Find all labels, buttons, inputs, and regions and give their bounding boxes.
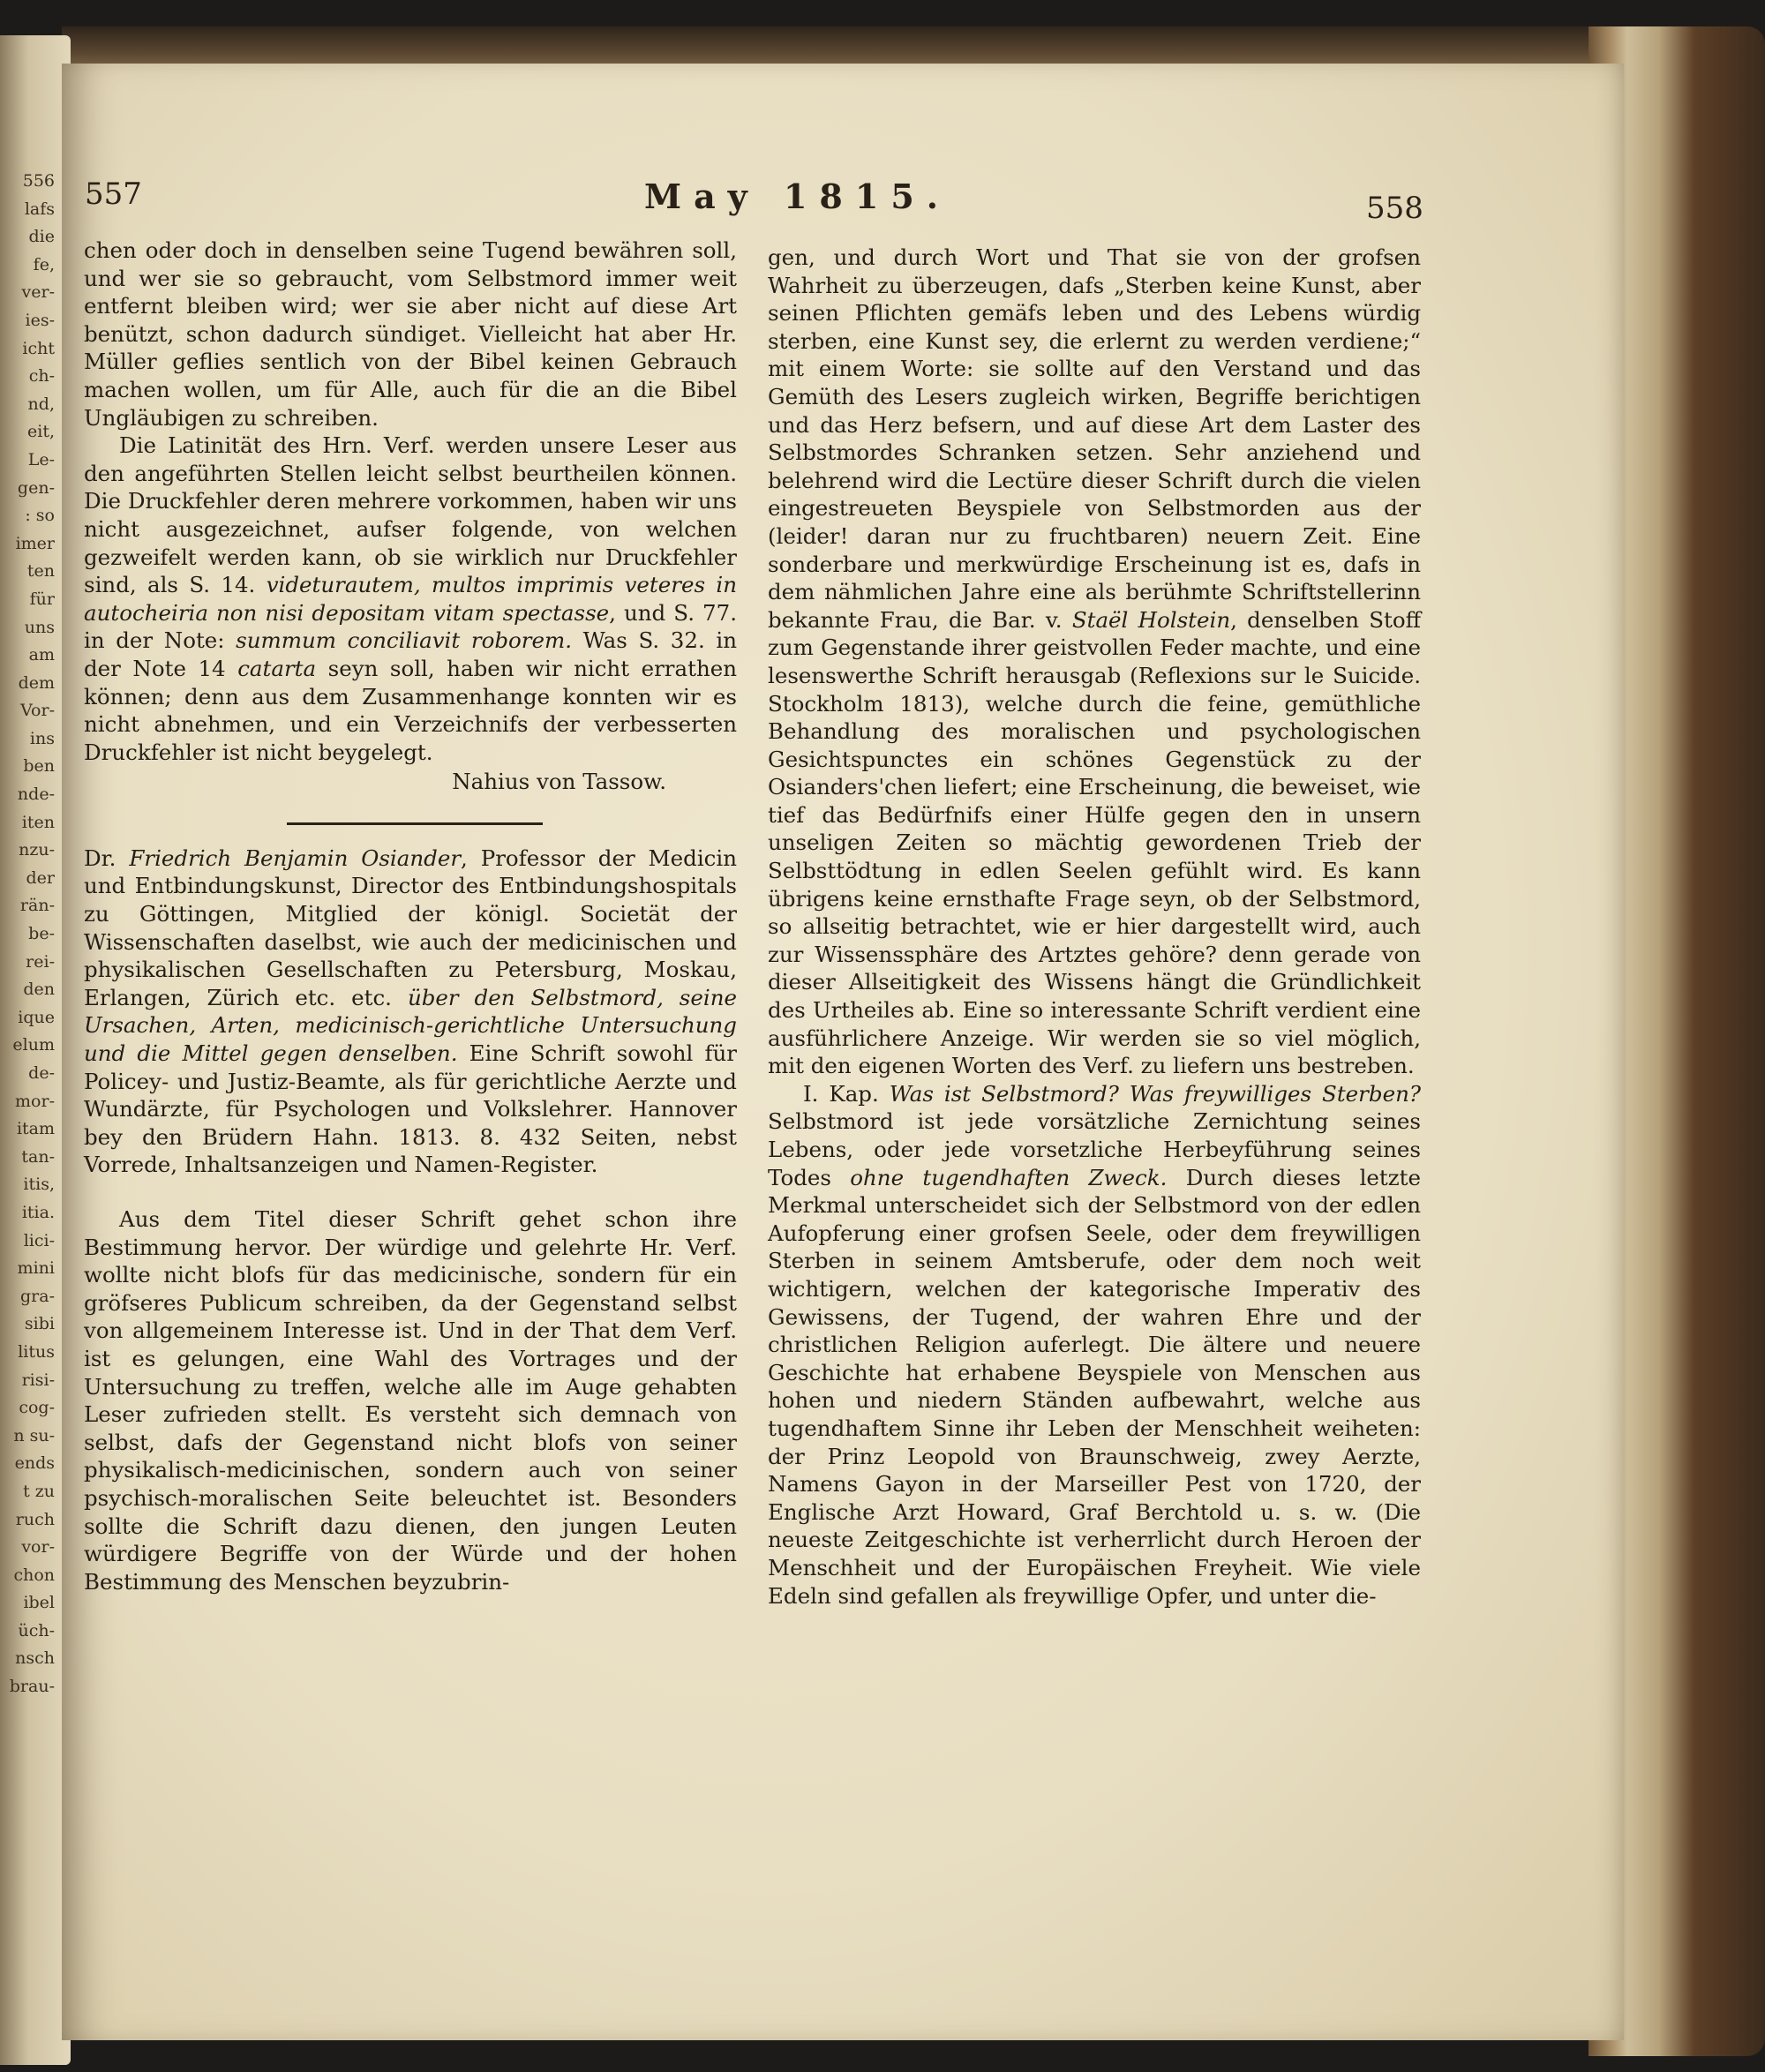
review-signature: Nahius von Tassow.: [452, 769, 666, 795]
margin-fragment: nzu-: [19, 840, 55, 860]
page-number-left: 557: [85, 176, 142, 212]
margin-fragment: ch-: [28, 366, 55, 387]
margin-fragment: itam: [16, 1119, 55, 1139]
bibliographic-entry: Dr. Friedrich Benjamin Osiander, Professor der Medicin und Entbindungskunst, Director des Entbindungshospitals zu Göttingen, Mitglied der königl. Societät der Wissenschaften daselbst, wie auch der medicinischen und physikalischen Gesellschaften zu Petersburg, Moskau, Erlangen, Zürich etc. etc. über den Selbstmord, seine Ursachen, Arten, medicinisch-gerichtliche Untersuchung und die Mittel gegen denselben. Eine Schrift sowohl für Policey- und Justiz-Beamte, als für gerichtliche Aerzte und Wundärzte, für Psychologen und Volkslehrer. Hannover bey den Brüdern Hahn. 1813. 8. 432 Seiten, nebst Vorrede, Inhaltsanzeigen und Namen-Register.: [84, 845, 737, 1178]
margin-fragment: eit,: [27, 422, 55, 442]
margin-fragment: rän-: [19, 896, 55, 916]
margin-fragment: de-: [28, 1063, 55, 1083]
right-column: [768, 244, 1421, 1610]
margin-fragment: mini: [17, 1258, 55, 1279]
margin-fragment: der: [26, 867, 55, 888]
margin-fragment: icht: [22, 338, 55, 358]
margin-fragment: : so: [25, 506, 55, 526]
margin-fragment: t zu: [23, 1481, 55, 1501]
page-number-right: 558: [1366, 191, 1423, 226]
left-column: [84, 236, 737, 1595]
margin-fragment: ique: [18, 1007, 55, 1027]
margin-fragment: ibel: [23, 1593, 55, 1613]
margin-fragment: nsch: [15, 1648, 55, 1669]
section-divider: [287, 822, 543, 825]
margin-fragment: cog-: [19, 1398, 55, 1418]
margin-fragment: imer: [15, 533, 55, 553]
margin-fragment: nde-: [17, 785, 55, 805]
margin-fragment: dem: [18, 672, 55, 693]
margin-fragment: Le-: [27, 449, 55, 469]
margin-fragment: uns: [24, 617, 55, 637]
margin-fragment: fe,: [33, 254, 55, 274]
margin-fragment: ins: [29, 728, 55, 748]
margin-fragment: tan-: [21, 1146, 55, 1167]
margin-fragment: itis,: [23, 1175, 55, 1195]
paragraph: Aus dem Titel dieser Schrift gehet schon ihre Bestimmung hervor. Der würdige und gelehrte Hr. Verf. wollte nicht blofs für das medicinische, sondern für ein gröfseres Publicum schreiben, da der Gegenstand selbst von allgemeinem Interesse ist. Und in der That dem Verf. ist es gelungen, eine Wahl des Vortrages und der Untersuchung zu treffen, welche alle im Auge gehabten Leser zufrieden stellt. Es versteht sich demnach von selbst, dafs der Gegenstand nicht blofs von seiner physikalisch-medicinischen, sondern auch von seiner psychisch-moralischen Seite beleuchtet ist. Besonders sollte die Schrift dazu dienen, den jungen Leuten würdigere Begriffe von der Würde und der hohen Bestimmung des Menschen beyzubrin-: [84, 1206, 737, 1595]
paragraph: gen, und durch Wort und That sie von der grofsen Wahrheit zu überzeugen, dafs „Sterben keine Kunst, aber seinen Pflichten gemäfs leben und des Lebens würdig sterben, eine Kunst sey, die erlernt zu werden verdiene;“ mit einem Worte: sie sollte auf den Verstand und das Gemüth des Lesers zugleich wirken, Begriffe berichtigen und das Herz befsern, und auf diese Art dem Laster des Selbstmordes Schranken setzen. Sehr anziehend und belehrend wird die Lectüre dieser Schrift durch die vielen eingestreueten Beyspiele von Selbstmorden aus der (leider! daran nur zu fruchtbaren) neuern Zeit. Eine sonderbare und merkwürdige Erscheinung ist es, dafs in dem nähmlichen Jahre eine als berühmte Schriftstellerinn bekannte Frau, die Bar. v. Staël Holstein, denselben Stoff zum Gegenstande ihrer geistvollen Feder machte, und eine lesenswerthe Schrift herausgab (Reflexions sur le Suicide. Stockholm 1813), welche durch die feine, gemüthliche Behandlung des moralischen und psychologischen Gesichtspunctes ein schönes Gegenstück zu der Osianders'chen liefert; eine Erscheinung, die beweiset, wie tief das Bedürfnifs einer Hülfe gegen den in unsern unseligen Zeiten so mächtig gewordenen Trieb der Selbsttödtung in edlen Seelen gefühlt wird. Es kann übrigens keine ernsthafte Frage seyn, ob der Selbstmord, so allseitig betrachtet, wie er hier dargestellt wird, auch zur Wissenssphäre des Artztes gehöre? denn gerade von dieser Allseitigkeit des Wissens hängt die Gründlichkeit des Urtheiles ab. Eine so interessante Schrift verdient eine ausführlichere Anzeige. Wir werden sie so viel möglich, mit den eigenen Worten des Verf. zu liefern uns bestreben.: [768, 244, 1422, 1079]
margin-fragment: elum: [12, 1035, 55, 1055]
running-title: May 1815.: [644, 176, 950, 216]
paragraph: Die Latinität des Hrn. Verf. werden unsere Leser aus den angeführten Stellen leicht selbst beurtheilen können. Die Druckfehler deren mehrere vorkommen, haben wir uns nicht ausgezeichnet, aufser folgende, von welchen gezweifelt werden kann, ob sie wirklich nur Druckfehler sind, als S. 14. videturautem, multos imprimis veteres in autocheiria non nisi depositam vitam spectasse, und S. 77. in der Note: summum conciliavit roborem. Was S. 32. in der Note 14 catarta seyn soll, haben wir nicht errathen können; denn aus dem Zusammenhange konnten wir es nicht abnehmen, und ein Verzeichnifs der verbesserten Druckfehler ist nicht beygelegt.: [84, 432, 738, 765]
margin-fragment: brau-: [9, 1677, 55, 1697]
margin-fragment: nd,: [27, 394, 55, 414]
margin-fragment: 556: [22, 171, 55, 191]
margin-fragment: den: [23, 980, 55, 1000]
margin-fragment: mor-: [15, 1091, 55, 1111]
margin-fragment: litus: [18, 1341, 55, 1362]
margin-fragment: itia.: [21, 1202, 55, 1222]
margin-fragment: rei-: [26, 951, 55, 972]
margin-fragment: die: [28, 227, 55, 247]
margin-fragment: am: [28, 645, 55, 665]
margin-fragment: ten: [26, 561, 55, 582]
margin-fragment: Vor-: [20, 701, 55, 721]
margin-fragment: ies-: [25, 310, 55, 330]
margin-fragment: lafs: [24, 199, 55, 219]
margin-fragment: ver-: [21, 282, 55, 303]
margin-fragment: n su-: [13, 1425, 55, 1445]
margin-fragment: be-: [28, 924, 55, 944]
margin-fragment: vor-: [21, 1537, 55, 1558]
margin-fragment: gra-: [20, 1286, 55, 1306]
margin-fragment: iten: [21, 812, 55, 832]
margin-fragment: für: [29, 589, 55, 609]
margin-fragment: chon: [13, 1565, 55, 1585]
previous-page-fragments: [2, 168, 55, 1701]
margin-fragment: üch-: [18, 1620, 55, 1640]
paragraph: chen oder doch in denselben seine Tugend bewähren soll, und wer sie so gebraucht, vom Selbstmord immer weit entfernt bleiben wird; wer sie aber nicht auf diese Art benützt, schon dadurch sündiget. Vielleicht hat aber Hr. Müller geflies sentlich von der Bibel keinen Gebrauch machen wollen, um für Alle, auch für die an die Bibel Ungläubigen zu schreiben.: [84, 237, 737, 431]
margin-fragment: lici-: [23, 1230, 55, 1250]
margin-fragment: ben: [23, 756, 55, 777]
margin-fragment: ends: [14, 1453, 55, 1474]
margin-fragment: ruch: [15, 1509, 55, 1529]
margin-fragment: sibi: [24, 1314, 55, 1334]
margin-fragment: gen-: [17, 477, 55, 498]
margin-fragment: risi-: [21, 1370, 55, 1390]
paragraph: I. Kap. Was ist Selbstmord? Was freywilliges Sterben? Selbstmord ist jede vorsätzliche Zernichtung seines Lebens, oder jede vorsetzliche Herbeyführung seines Todes ohne tugendhaften Zweck. Durch dieses letzte Merkmal unterscheidet sich der Selbstmord von der edlen Aufopferung einer grofsen Seele, oder dem freywilligen Sterben in seinem Amtsberufe, oder dem noch weit wichtigern, welchen der kategorische Imperativ des Gewissens, der Tugend, der wahren Ehre und der christlichen Religion auferlegt. Die ältere und neuere Geschichte hat erhabene Beyspiele von Menschen aus hohen und niedern Ständen aufbewahrt, welche aus tugendhaftem Sinne ihr Leben der Menschheit weiheten: der Prinz Leopold von Braunschweig, zwey Aerzte, Namens Gayon in der Marseiller Pest von 1720, der Englische Arzt Howard, Graf Berchtold u. s. w. (Die neueste Zeitgeschichte ist verherrlicht durch Heroen der Menschheit und der Europäischen Freyheit. Wie viele Edeln sind gefallen als freywillige Opfer, und unter die-: [768, 1080, 1422, 1609]
previous-page-strip: [0, 35, 71, 2065]
